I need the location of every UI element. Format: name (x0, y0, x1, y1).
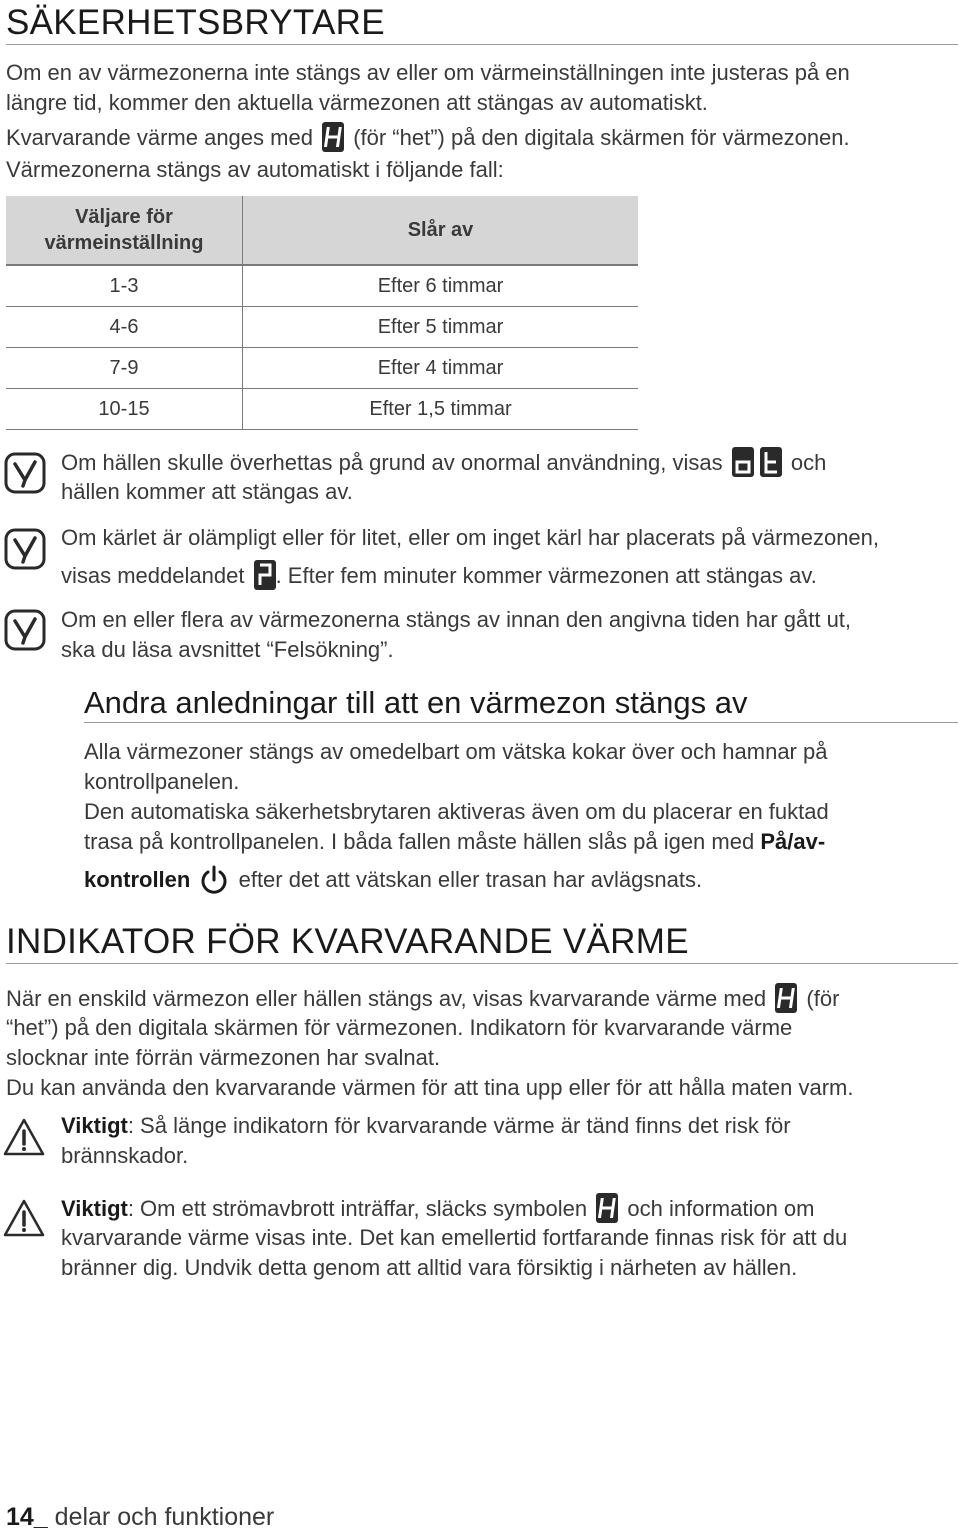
seven-segment-u-icon (254, 560, 276, 590)
note-line: hällen kommer att stängas av. (61, 479, 353, 504)
note-line: Om kärlet är olämpligt eller för litet, eller om inget kärl har placerats på värmezonen, (61, 525, 880, 550)
warning-line: brännskador. (61, 1143, 189, 1168)
paragraph-line: längre tid, kommer den aktuella värmezonen att stängas av automatiskt. (6, 90, 708, 115)
section-title-residual-heat: INDIKATOR FÖR KVARVARANDE VÄRME (6, 922, 689, 961)
paragraph-line: kontrollpanelen. (84, 769, 240, 794)
note-pencil-icon (4, 609, 46, 651)
title-rule (6, 963, 958, 964)
footer-section-name: delar och funktioner (47, 1503, 275, 1531)
paragraph-line: slocknar inte förrän värmezonen har svalnat. (6, 1045, 441, 1070)
page-footer (6, 1503, 274, 1532)
table-row: 4-6 Efter 5 timmar (6, 307, 638, 348)
warning-triangle-icon (2, 1198, 46, 1238)
page-number: 14_ (6, 1503, 48, 1531)
table-row: 7-9 Efter 4 timmar (6, 348, 638, 389)
paragraph-line: Värmezonerna stängs av automatiskt i följande fall: (6, 157, 504, 182)
note-line: ska du läsa avsnittet “Felsökning”. (61, 637, 394, 662)
table-header-setting: Väljare för värmeinställning (6, 196, 243, 265)
note-pencil-icon (4, 528, 46, 570)
warning-line: Viktigt: Så länge indikatorn för kvarvarande värme är tänd finns det risk för (61, 1113, 791, 1138)
note-line: Om hällen skulle överhettas på grund av onormal användning, visas och (61, 447, 826, 478)
note-line: Om en eller flera av värmezonerna stängs av innan den angivna tiden har gått ut, (61, 607, 852, 632)
note-pencil-icon (4, 452, 46, 494)
note-line: visas meddelandet . Efter fem minuter kommer värmezonen att stängas av. (61, 560, 817, 591)
seven-segment-h-icon (775, 983, 797, 1013)
paragraph-line: “het”) på den digitala skärmen för värmezonen. Indikatorn för kvarvarande värme (6, 1015, 793, 1040)
warning-line: bränner dig. Undvik detta genom att alltid vara försiktig i närheten av hällen. (61, 1255, 798, 1280)
auto-off-table (6, 196, 638, 430)
table-row: 1-3 Efter 6 timmar (6, 265, 638, 307)
paragraph-line: kontrollen efter det att vätskan eller trasan har avlägsnats. (84, 864, 702, 896)
section-title-safety-switch: SÄKERHETSBRYTARE (6, 3, 385, 42)
table-header-turns-off: Slår av (243, 196, 639, 265)
seven-segment-h-icon (322, 122, 344, 152)
warning-line: kvarvarande värme visas inte. Det kan emellertid fortfarande finnas risk för att du (61, 1225, 848, 1250)
title-rule (6, 44, 958, 45)
paragraph-line: Du kan använda den kvarvarande värmen för att tina upp eller för att hålla maten varm. (6, 1075, 854, 1100)
paragraph-line: Alla värmezoner stängs av omedelbart om vätska kokar över och hamnar på (84, 739, 828, 764)
warning-triangle-icon (2, 1117, 46, 1157)
subsection-rule (84, 722, 958, 723)
paragraph-line: Den automatiska säkerhetsbrytaren aktiveras även om du placerar en fuktad (84, 799, 829, 824)
seven-segment-h-icon (596, 1193, 618, 1223)
paragraph-line: Kvarvarande värme anges med (för “het”) på den digitala skärmen för värmezonen. (6, 122, 850, 153)
seven-segment-t-icon (760, 447, 782, 477)
seven-segment-o-icon (732, 447, 754, 477)
paragraph-line: trasa på kontrollpanelen. I båda fallen måste hällen slås på igen med På/av- (84, 829, 826, 854)
table-row: 10-15 Efter 1,5 timmar (6, 389, 638, 430)
subsection-title: Andra anledningar till att en värmezon stängs av (84, 685, 748, 720)
warning-line: Viktigt: Om ett strömavbrott inträffar, släcks symbolen och information om (61, 1193, 814, 1224)
paragraph-line: Om en av värmezonerna inte stängs av eller om värmeinställningen inte justeras på en (6, 60, 850, 85)
power-icon (198, 864, 230, 896)
paragraph-line: När en enskild värmezon eller hällen stängs av, visas kvarvarande värme med (för (6, 983, 839, 1014)
